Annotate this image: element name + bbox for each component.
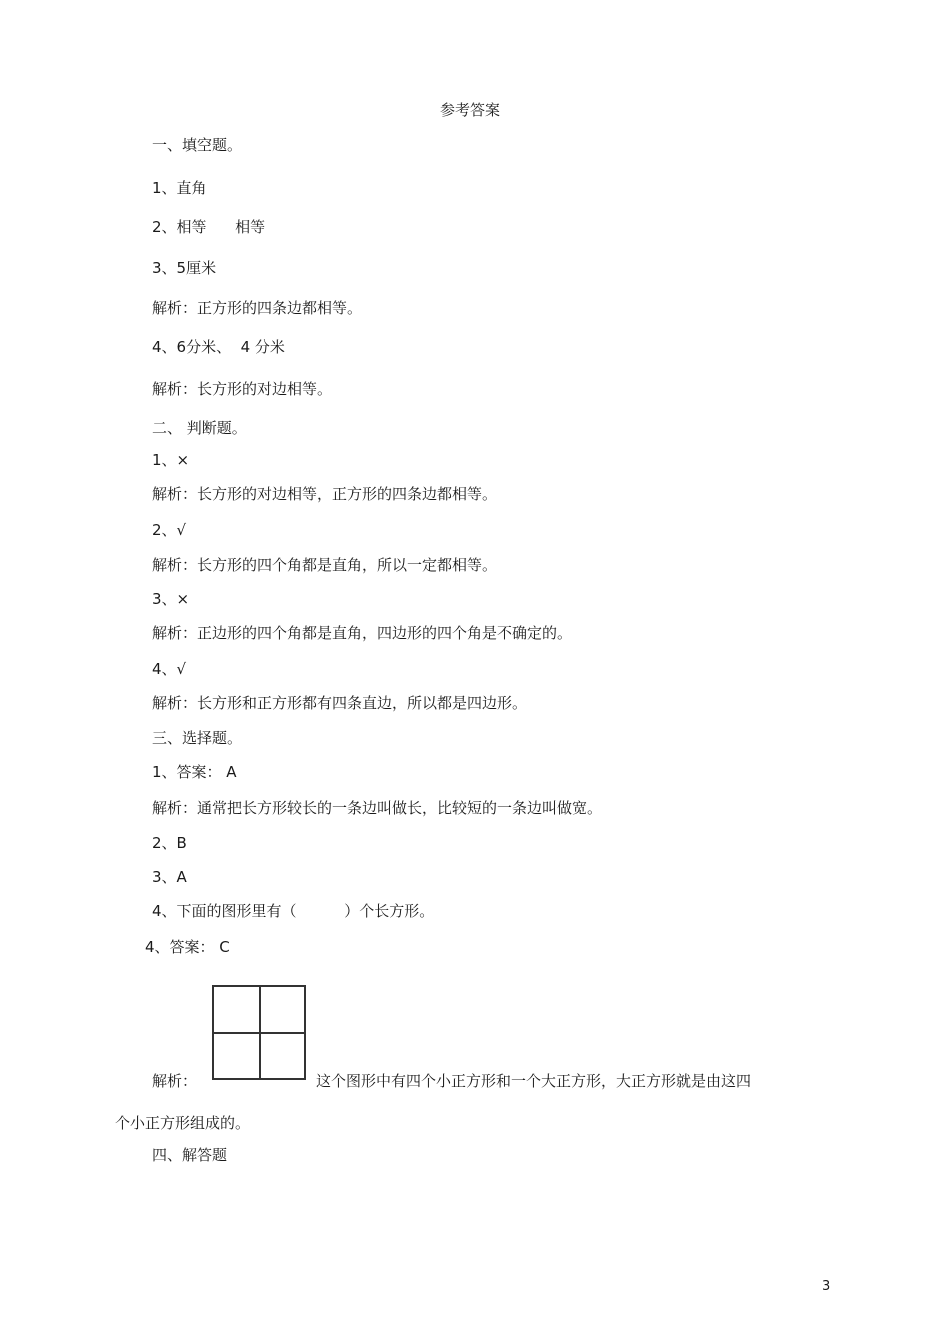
explanation-line: 解析：长方形的四个角都是直角，所以一定都相等。: [152, 556, 498, 574]
explanation-line: 个小正方形组成的。: [115, 1114, 251, 1132]
answer-line: 2、B: [152, 834, 187, 852]
answer-line: 2、√: [152, 521, 187, 539]
section-heading-fill-in: 一、填空题。: [152, 136, 243, 154]
explanation-line: 解析：正方形的四条边都相等。: [152, 299, 363, 317]
answer-line: 3、A: [152, 868, 187, 886]
page-title: 参考答案: [440, 101, 501, 119]
question-line: 4、下面的图形里有（ ）个长方形。: [152, 902, 435, 920]
explanation-label: 解析：: [152, 1072, 198, 1090]
answer-line: 4、√: [152, 660, 187, 678]
answer-line: 1、答案： A: [152, 763, 237, 781]
explanation-line: 这个图形中有四个小正方形和一个大正方形，大正方形就是由这四: [316, 1072, 752, 1090]
four-square-grid-figure: [212, 985, 306, 1080]
grid-horizontal-divider: [214, 1032, 304, 1034]
answer-line: 4、答案： C: [145, 938, 230, 956]
section-heading-multiple-choice: 三、选择题。: [152, 729, 243, 747]
answer-line: 3、5厘米: [152, 259, 217, 277]
answer-line: 1、×: [152, 451, 190, 469]
answer-line: 2、相等 相等: [152, 218, 266, 236]
answer-line: 3、×: [152, 590, 190, 608]
page-number: 3: [822, 1279, 831, 1294]
section-heading-true-false: 二、 判断题。: [152, 419, 247, 437]
explanation-line: 解析：长方形和正方形都有四条直边，所以都是四边形。: [152, 694, 528, 712]
explanation-line: 解析：通常把长方形较长的一条边叫做长，比较短的一条边叫做宽。: [152, 799, 603, 817]
explanation-line: 解析：长方形的对边相等，正方形的四条边都相等。: [152, 485, 498, 503]
answer-line: 1、直角: [152, 179, 207, 197]
section-heading-solve: 四、解答题: [152, 1146, 228, 1164]
explanation-line: 解析：长方形的对边相等。: [152, 380, 333, 398]
answer-line: 4、6分米、 4 分米: [152, 338, 285, 356]
explanation-line: 解析：正边形的四个角都是直角，四边形的四个角是不确定的。: [152, 624, 573, 642]
